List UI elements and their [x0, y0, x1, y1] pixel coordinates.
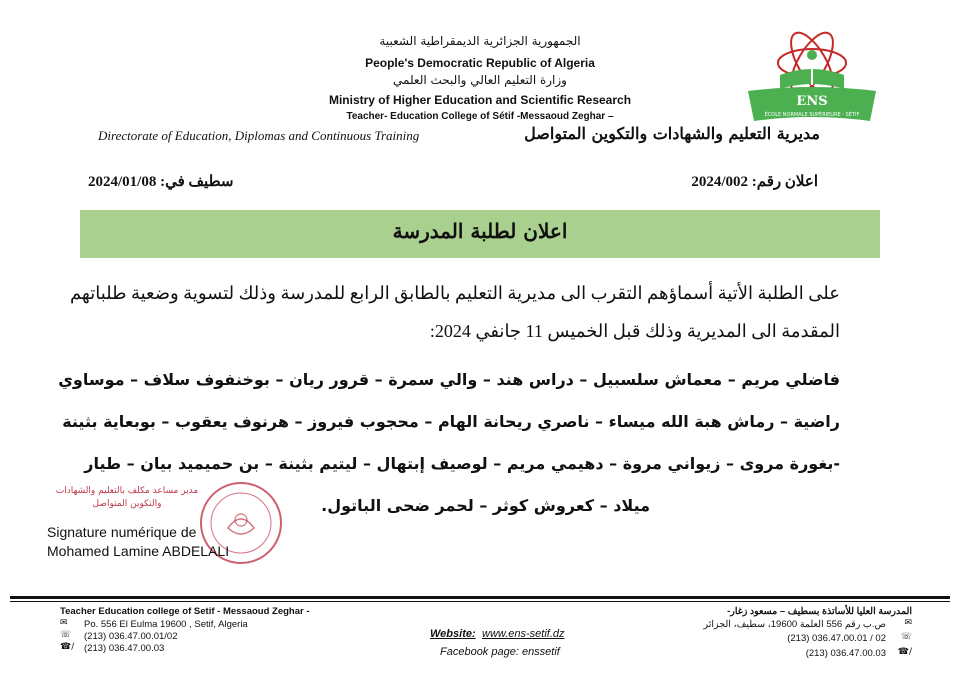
header-arabic-republic: الجمهورية الجزائرية الديمقراطية الشعبية [379, 34, 581, 48]
footer-ar-tel: (213) 036.47.00.01 / 02 [787, 633, 886, 644]
website-label: Website: [430, 628, 476, 640]
phone-icon: ☏ [60, 630, 72, 640]
announcement-title: اعلان لطلبة المدرسة [392, 219, 568, 243]
logo-text: ENS [796, 94, 828, 109]
header-english-college: Teacher- Education College of Sétif -Messaoud Zeghar – [346, 111, 614, 122]
ens-logo [742, 25, 882, 125]
footer-en-tel: (213) 036.47.00.01/02 [84, 631, 178, 642]
names-line-4: ميلاد – كعروش كوثر – لحمر ضحى الباتول. [321, 496, 650, 515]
mail-icon: ✉ [904, 618, 912, 628]
phone-icon: ☏ [900, 632, 912, 642]
names-line-3: -بغورة مروى – زيواني مروة – دهيمي مريم – لوصيف إبتهال – ليتيم بثينة – بن حميميد بيان – طيار [84, 454, 840, 473]
footer-ar-address: ص.ب رقم 556 العلمة 19600، سطيف، الجزائر [703, 619, 886, 630]
body-line-1: على الطلبة الأتية أسماؤهم التقرب الى مديرية التعليم بالطابق الرابع للمدرسة وذلك لتسوية وضعية طلباتهم [69, 283, 840, 303]
stamp-text: مدير مساعد مكلف بالتعليم والشهادات والتكوين المتواصل [55, 486, 199, 509]
fax-icon: ☎/ [60, 642, 75, 652]
fax-icon: ☎/ [897, 647, 912, 657]
names-line-1: فاضلي مريم – معماش سلسبيل – دراس هند – والي سمرة – قرور ريان – بوخنفوف سلاف – موساوي [58, 370, 840, 389]
footer-rule-thick [10, 596, 950, 599]
announcement-number: اعلان رقم: 2024/002 [691, 174, 818, 190]
footer-en-address: Po. 556 El Eulma 19600 , Setif, Algeria [84, 619, 248, 630]
directorate-arabic: مديرية التعليم والشهادات والتكوين المتواصل [524, 124, 820, 143]
header-english-ministry: Ministry of Higher Education and Scientific Research [328, 93, 632, 107]
website-link[interactable]: www.ens-setif.dz [482, 628, 565, 640]
footer-ar-title: المدرسة العليا للأساتذة بسطيف – مسعود زغار- [727, 606, 912, 617]
directorate-english: Directorate of Education, Diplomas and Continuous Training [98, 128, 420, 143]
header-english-republic: People's Democratic Republic of Algeria [365, 56, 595, 70]
header-arabic-ministry: وزارة التعليم العالي والبحث العلمي [393, 73, 567, 87]
logo-subtext: ÉCOLE NORMALE SUPÉRIEURE - SÉTIF [764, 112, 860, 118]
mail-icon: ✉ [60, 618, 68, 628]
body-line-2: المقدمة الى المديرية وذلك قبل الخميس 11 جانفي 2024: [429, 321, 840, 341]
footer-en-title: Teacher Education college of Setif - Messaoud Zeghar - [60, 606, 310, 617]
signature-line-2: Mohamed Lamine ABDELALI [47, 543, 230, 559]
footer-ar-fax: (213) 036.47.00.03 [805, 648, 886, 659]
facebook-page: Facebook page: enssetif [440, 646, 560, 658]
signature-line-1: Signature numérique de [47, 524, 197, 540]
names-line-2: راضية – رماش هبة الله ميساء – ناصري ريحانة الهام – محجوب فيروز – هرنوف يعقوب – بوبعاية بثينة [62, 412, 840, 431]
footer-en-fax: (213) 036.47.00.03 [84, 643, 165, 654]
footer-rule-thin [10, 601, 950, 602]
announcement-date: سطيف في: 2024/01/08 [88, 174, 234, 190]
